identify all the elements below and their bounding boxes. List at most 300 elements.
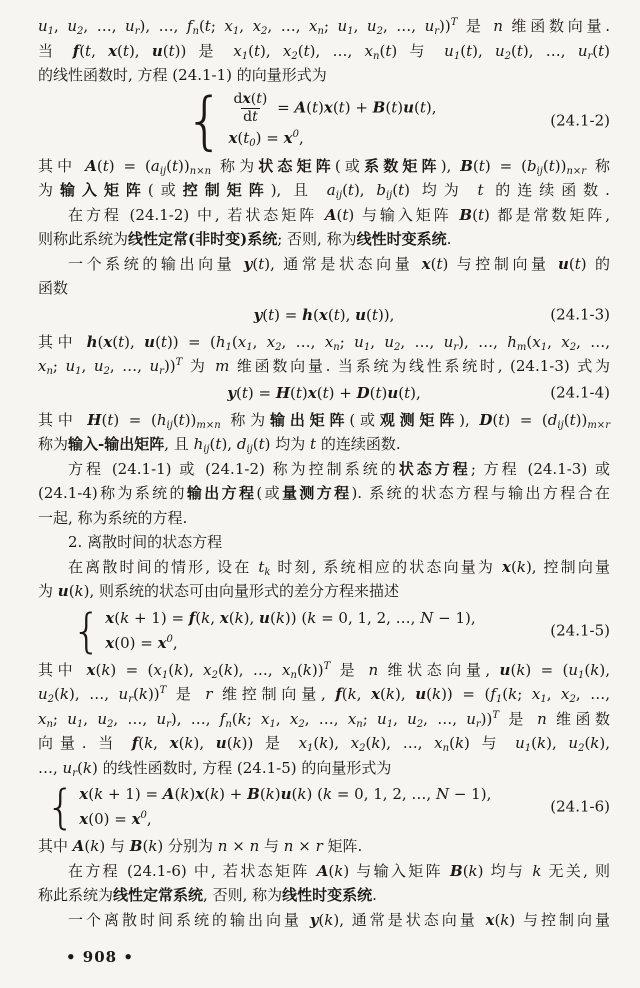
subscript: 1 xyxy=(307,743,314,754)
math-var: N xyxy=(435,785,450,803)
subscript: n xyxy=(442,743,450,754)
math-var: t xyxy=(385,41,392,60)
subscript: n xyxy=(46,366,53,377)
subscript: m xyxy=(516,341,527,353)
subscript: 1 xyxy=(495,694,503,705)
subscript: ij xyxy=(385,190,393,201)
math-var: t xyxy=(85,41,92,60)
subscript: ij xyxy=(166,419,173,431)
subscript: r xyxy=(453,341,459,353)
math-vector: u xyxy=(280,785,292,803)
equation-lines xyxy=(228,91,436,151)
text-line: …, $u_r(k)$ 的线性函数时, 方程 (24.1-5) 的向量形式为 xyxy=(38,758,392,779)
math-var: t xyxy=(160,332,167,351)
subscript: 2 xyxy=(103,366,110,377)
subscript: r xyxy=(72,767,77,779)
math-vector: D xyxy=(479,410,493,429)
math-var: k xyxy=(59,685,69,703)
math-vector: B xyxy=(129,837,143,855)
math-vector: u xyxy=(151,41,163,60)
math-var: u xyxy=(577,41,588,60)
text-line: 其中 h(x(t), $u(t)) = (h_1(x_1$, $x_2$, …, $x_n$; $u_1$, $u_2$, …, $u_r$), …, $h_m(x_1$, $x_2$, …, xyxy=(38,332,610,353)
math-var: u xyxy=(424,17,435,35)
subscript: 1 xyxy=(161,669,169,681)
math-vector: u xyxy=(403,98,415,116)
math-vector: x xyxy=(323,98,333,116)
math-var: t xyxy=(342,205,349,224)
math-var: u xyxy=(443,332,454,351)
math-var: x xyxy=(324,332,334,351)
bold-term: 输入矩阵 xyxy=(59,181,148,199)
math-var: x xyxy=(153,660,162,679)
math-vector: x xyxy=(157,633,167,652)
math-var: t xyxy=(548,156,555,175)
math-var: k xyxy=(101,660,111,679)
subscript: ij xyxy=(536,165,543,177)
heading-discrete-time: 2. 离散时间的状态方程 xyxy=(68,533,223,551)
bold-term: 输出方程 xyxy=(186,484,257,502)
math-var: n xyxy=(217,837,228,855)
math-var: h xyxy=(156,410,167,429)
math-var: t xyxy=(204,17,211,35)
subscript: r xyxy=(475,718,481,730)
math-var: t xyxy=(498,410,505,429)
math-var: k xyxy=(500,910,510,929)
math-var: k xyxy=(334,861,344,880)
equation-24-1-2 xyxy=(185,83,610,157)
math-var: h xyxy=(507,332,517,351)
math-vector: x xyxy=(79,810,89,828)
math-var: n xyxy=(283,837,294,855)
subscript: n xyxy=(356,718,363,730)
text-line: 的线性函数时, 方程 (24.1-1) 的向量形式为 xyxy=(38,66,327,84)
math-var: k xyxy=(324,910,334,929)
math-var: k xyxy=(431,685,442,703)
math-vector: x xyxy=(105,633,115,652)
math-vector: x xyxy=(318,305,328,324)
subscript: 1 xyxy=(347,26,354,37)
subscript: 1 xyxy=(241,50,249,62)
math-vector: x xyxy=(242,90,251,107)
math-vector: u xyxy=(499,660,511,679)
math-var: x xyxy=(309,17,318,35)
math-var: t xyxy=(178,410,185,429)
subscript: 1 xyxy=(75,366,82,377)
math-var: t xyxy=(311,98,318,116)
subscript: 1 xyxy=(269,718,276,730)
equation-body: y(t) = H(t)x(t) + D(t)u(t), xyxy=(227,383,421,402)
math-var: m xyxy=(215,357,230,375)
math-var: n xyxy=(249,837,260,855)
math-vector: A xyxy=(324,205,337,224)
math-var: f xyxy=(219,709,226,728)
math-vector: u xyxy=(259,608,270,627)
math-var: k xyxy=(174,660,184,679)
math-vector: x xyxy=(307,383,317,402)
subscript: 2 xyxy=(47,694,55,705)
math-var: x xyxy=(282,41,292,60)
math-vector: u xyxy=(557,254,569,273)
math-var: t xyxy=(215,435,222,453)
subscript: r xyxy=(128,694,133,705)
text-line: 其中 $H(t) = (h_{ij}(t))_{m\times n}$ 称为输出矩阵(或观测矩阵), $D(t) = (d_{ij}(t))_{m\times r}$ xyxy=(38,410,610,431)
fraction-numerator: dx(t) xyxy=(233,90,268,107)
math-var: t xyxy=(258,254,265,273)
math-vector: u xyxy=(215,734,227,752)
text-line: $x_n$; $u_1$, $u_2$, …, $u_r))^T$ 为 m 维函数向量. 当系统为线性系统时, (24.1-3) 式为 xyxy=(38,357,610,377)
math-vector: u xyxy=(415,685,427,703)
math-var: u xyxy=(366,17,377,35)
document-content xyxy=(38,14,610,932)
math-vector: f xyxy=(188,608,196,627)
subscript: ij xyxy=(159,165,167,177)
math-vector: x xyxy=(105,608,115,627)
math-vector: x xyxy=(219,608,229,627)
math-var: k xyxy=(590,660,600,679)
math-var: x xyxy=(38,357,47,375)
math-var: k xyxy=(234,608,244,627)
bold-term: 状态矩阵 xyxy=(258,156,335,175)
math-var: t xyxy=(168,41,175,60)
math-var: x xyxy=(298,734,308,752)
math-var: u xyxy=(118,685,129,703)
math-var: u xyxy=(67,709,77,728)
subscript: 2 xyxy=(77,26,84,37)
math-vector: A xyxy=(316,861,329,880)
text-line: 在方程 (24.1-2) 中, 若状态矩阵 A(t) 与输入矩阵 B(t) 都是常数矩阵, xyxy=(68,205,610,224)
math-var: t xyxy=(303,41,310,60)
math-var: t xyxy=(241,383,248,402)
math-var: k xyxy=(508,685,518,703)
math-var: t xyxy=(398,181,405,199)
text-line: 方程 (24.1-1) 或 (24.1-2) 称为控制系统的状态方程; 方程 (24.1-3) 或 xyxy=(68,459,610,478)
equation-number: (24.1-4) xyxy=(550,383,610,402)
math-var: a xyxy=(326,181,336,199)
math-var: u xyxy=(65,357,76,375)
math-var: n xyxy=(493,17,503,35)
math-vector: x xyxy=(131,810,141,828)
math-var: t xyxy=(322,383,329,402)
superscript: T xyxy=(450,17,458,28)
math-var: k xyxy=(184,734,194,752)
math-var: k xyxy=(347,685,357,703)
math-var: u xyxy=(337,17,348,35)
superscript: 0 xyxy=(166,633,173,645)
math-var: k xyxy=(385,685,395,703)
math-var: h xyxy=(193,435,204,453)
math-var: u xyxy=(444,41,454,60)
math-var: t xyxy=(338,98,345,116)
text-line: 向量. 当 f(k, x(k), u(k)) 是 $x_1(k)$, $x_2(k)$, …, $x_n(k)$ 与 $u_1(k)$, $u_2(k)$, xyxy=(38,734,611,754)
math-vector: A xyxy=(85,156,97,175)
math-vector: x xyxy=(228,128,238,147)
math-var: x xyxy=(561,685,570,703)
left-brace: { xyxy=(185,83,225,157)
math-vector: B xyxy=(460,156,473,175)
text-line: 一起, 称为系统的方程. xyxy=(38,508,188,527)
math-var: x xyxy=(237,332,247,351)
subscript: 2 xyxy=(416,718,424,730)
text-line: 为输入矩阵(或控制矩阵), 且 $a_{ij}(t)$, $b_{ij}(t)$ 均为 t 的连续函数. xyxy=(38,181,610,201)
math-var: f xyxy=(186,17,193,35)
subscript: n xyxy=(373,50,380,62)
text-line: 则称此系统为线性定常(非时变)系统; 否则, 称为线性时变系统. xyxy=(38,230,452,248)
subscript: ij xyxy=(335,190,343,201)
bold-term: 输出矩阵 xyxy=(270,410,350,429)
bold-term: 控制矩阵 xyxy=(182,181,271,199)
math-vector: f xyxy=(131,734,139,752)
math-var: t xyxy=(574,254,581,273)
math-var: t xyxy=(347,181,354,199)
math-vector: f xyxy=(335,685,342,703)
math-vector: A xyxy=(72,837,85,855)
text-line: 称此系统为线性定常系统, 否则, 称为线性时变系统. xyxy=(38,886,377,904)
superscript: T xyxy=(492,709,500,721)
equation-number: (24.1-6) xyxy=(550,797,610,816)
math-var: x xyxy=(531,685,541,703)
text-line: 其中 $x(k) = (x_1(k)$, $x_2(k)$, …, $x_n(k))^T$ 是 n 维状态向量, $u(k) = (u_1(k)$, xyxy=(38,660,610,681)
subscript: 2 xyxy=(211,669,218,681)
text-line: 其中 A(k) 与 B(k) 分别为 n × n 与 n × r 矩阵. xyxy=(38,837,363,855)
math-var: f xyxy=(490,685,496,703)
math-vector: y xyxy=(243,254,253,273)
subscript: 1 xyxy=(524,743,532,754)
math-var: t xyxy=(333,305,340,324)
equation-number: (24.1-5) xyxy=(550,621,610,639)
math-var: k xyxy=(144,734,154,752)
fraction xyxy=(231,91,269,126)
math-var: t xyxy=(256,90,262,107)
math-var: k xyxy=(210,785,220,803)
math-var: x xyxy=(561,332,570,351)
subscript: n×n xyxy=(189,165,212,177)
math-var: t xyxy=(466,41,473,60)
math-var: h xyxy=(215,332,226,351)
math-vector: B xyxy=(450,861,463,880)
text-line: 其中 $A(t) = (a_{ij}(t))_{n\times n}$ 称为状态矩阵(或系数矩阵), $B(t) = (b_{ij}(t))_{n\times r}$ 称 xyxy=(38,156,610,177)
math-var: k xyxy=(454,734,465,752)
math-var: k xyxy=(537,734,547,752)
math-var: t xyxy=(569,410,576,429)
math-var: u xyxy=(38,685,48,703)
subscript: k xyxy=(264,566,271,578)
equation-lines xyxy=(79,782,491,832)
math-var: k xyxy=(275,608,285,627)
subscript: 1 xyxy=(578,669,585,681)
equation-line: $x(0) = x^0$, xyxy=(79,810,152,828)
subscript: 2 xyxy=(359,743,366,754)
math-var: u xyxy=(93,357,104,375)
text-line: $u_2(k)$, …, $u_r(k))^T$ 是 r 维控制向量, f(k, x(k), $u(k)) = (f_1(k$; $x_1$, $x_2$, …, xyxy=(38,685,610,705)
math-var: x xyxy=(434,734,443,752)
math-var: k xyxy=(94,785,104,803)
text-line: 在离散时间的情形, 设在 $t_k$ 时刻, 系统相应的状态向量为 x(k), 控制向量 xyxy=(68,557,610,578)
math-var: n xyxy=(537,709,547,728)
equation-24-1-3 xyxy=(38,302,610,329)
math-var: u xyxy=(125,17,135,35)
math-var: k xyxy=(223,660,233,679)
math-var: k xyxy=(201,608,211,627)
math-var: u xyxy=(568,734,579,752)
math-var: k xyxy=(232,734,242,752)
math-var: x xyxy=(252,17,262,35)
superscript: T xyxy=(323,660,331,672)
math-var: k xyxy=(82,758,92,777)
math-var: k xyxy=(148,837,158,855)
subscript: n xyxy=(46,718,53,730)
subscript: 2 xyxy=(394,341,401,353)
subscript: 1 xyxy=(76,718,84,730)
math-var: t xyxy=(102,156,109,175)
math-var: n xyxy=(368,660,379,679)
subscript: 2 xyxy=(569,694,576,705)
math-vector: u xyxy=(387,383,399,402)
math-var: r xyxy=(205,685,213,703)
subscript: n xyxy=(225,718,232,730)
math-vector: A xyxy=(162,785,175,803)
equation-line: x(k + 1) = A(k)x(k) + B(k)u(k) (k = 0, 1, 2, …, N − 1), xyxy=(79,785,492,803)
math-var: k xyxy=(297,785,307,803)
math-var: k xyxy=(516,557,526,576)
subscript: 1 xyxy=(453,50,461,62)
bold-term: 状态方程 xyxy=(398,459,471,478)
math-var: x xyxy=(266,332,276,351)
math-var: u xyxy=(568,660,579,679)
math-vector: u xyxy=(57,582,69,600)
subscript: n xyxy=(192,26,199,37)
math-vector: x xyxy=(421,254,431,273)
math-vector: h xyxy=(302,305,314,324)
math-vector: D xyxy=(356,383,370,402)
math-var: t xyxy=(419,98,426,116)
subscript: n xyxy=(290,669,297,681)
subscript: ij xyxy=(203,444,210,455)
math-var: d xyxy=(236,435,247,453)
equation-body: y(t) = h(x(t), u(t)), xyxy=(253,305,395,324)
math-var: x xyxy=(532,332,541,351)
equation-lines xyxy=(105,606,475,656)
math-var: t xyxy=(478,156,485,175)
subscript: 1 xyxy=(540,341,548,353)
math-vector: x xyxy=(79,785,89,803)
math-var: t xyxy=(436,254,443,273)
subscript: r xyxy=(166,718,171,730)
equation-number: (24.1-2) xyxy=(550,111,610,129)
math-vector: y xyxy=(309,910,319,929)
subscript: 2 xyxy=(569,341,577,353)
math-var: t xyxy=(254,41,261,60)
math-vector: h xyxy=(86,332,98,351)
subscript: ij xyxy=(246,444,253,455)
math-var: u xyxy=(149,357,160,375)
subscript: 2 xyxy=(298,718,305,730)
fraction-denominator: dt xyxy=(243,108,258,125)
subscript: 2 xyxy=(376,26,383,37)
math-var: u xyxy=(515,734,525,752)
math-var: k xyxy=(90,837,100,855)
page-number: • 908 • xyxy=(66,948,134,966)
math-var: t xyxy=(375,383,382,402)
subscript: 2 xyxy=(106,718,114,730)
bold-term: 观测矩阵 xyxy=(379,410,460,429)
text-line: 函数 xyxy=(38,279,69,297)
left-brace: { xyxy=(46,780,76,834)
math-var: t xyxy=(371,305,378,324)
math-var: u xyxy=(38,17,48,35)
subscript: r xyxy=(134,26,140,37)
math-vector: x xyxy=(485,910,495,929)
math-var: k xyxy=(302,660,312,679)
text-line: 称为输入-输出矩阵, 且 $h_{ij}(t)$, $d_{ij}(t)$ 均为 t 的连续函数. xyxy=(38,435,401,455)
math-var: u xyxy=(354,332,364,351)
math-var: x xyxy=(282,660,291,679)
math-vector: H xyxy=(275,383,290,402)
superscript: T xyxy=(159,685,167,696)
math-var: t xyxy=(295,383,302,402)
math-var: t xyxy=(118,332,125,351)
math-var: x xyxy=(350,734,360,752)
math-vector: x xyxy=(283,128,293,147)
math-var: x xyxy=(364,41,373,60)
text-line: 为 u(k), 则系统的状态可由向量形式的差分方程来描述 xyxy=(38,582,400,600)
math-vector: u xyxy=(144,332,156,351)
math-vector: H xyxy=(87,410,102,429)
math-var: t xyxy=(172,156,179,175)
math-var: u xyxy=(384,332,395,351)
text-line: (24.1-4)称为系统的输出方程(或量测方程). 系统的状态方程与输出方程合在 xyxy=(38,484,610,502)
math-var: t xyxy=(516,41,523,60)
math-vector: x xyxy=(103,332,113,351)
math-var: u xyxy=(407,709,417,728)
equation-24-1-6 xyxy=(46,782,610,832)
subscript: 2 xyxy=(578,743,585,754)
math-var: u xyxy=(494,41,505,60)
math-vector: B xyxy=(459,205,473,224)
left-brace: { xyxy=(72,603,102,658)
math-var: x xyxy=(233,41,242,60)
math-var: k xyxy=(120,608,130,627)
equation-number: (24.1-3) xyxy=(550,305,610,324)
math-vector: x xyxy=(502,557,511,576)
bold-term: 线性定常系统 xyxy=(113,886,204,904)
math-var: r xyxy=(315,837,323,855)
math-var: t xyxy=(252,108,258,125)
math-var: t xyxy=(258,435,265,453)
math-var: u xyxy=(97,709,107,728)
math-var: u xyxy=(67,17,78,35)
subscript: r xyxy=(159,366,164,377)
math-var: t xyxy=(477,181,484,199)
text-line: 一个离散时间系统的输出向量 y(k), 通常是状态向量 x(k) 与控制向量 xyxy=(68,910,610,929)
math-var: u xyxy=(466,709,476,728)
math-var: t xyxy=(268,305,275,324)
math-vector: y xyxy=(227,383,236,402)
math-var: k xyxy=(590,734,600,752)
subscript: 1 xyxy=(540,694,547,705)
math-var: a xyxy=(150,156,160,175)
subscript: 2 xyxy=(261,26,268,37)
superscript: 0 xyxy=(140,810,147,821)
bold-term: 系数矩阵 xyxy=(364,156,441,175)
text-line: 当 f(t, x(t), u(t)) 是 $x_1(t)$, $x_2(t)$, …, $x_n(t)$ 与 $u_1(t)$, $u_2(t)$, …, $u_r(t)$ xyxy=(38,41,611,62)
subscript: 0 xyxy=(249,137,256,149)
math-var: k xyxy=(371,734,381,752)
subscript: 1 xyxy=(363,341,371,353)
math-vector: A xyxy=(294,98,307,116)
math-var: k xyxy=(237,709,247,728)
math-var: u xyxy=(62,758,73,777)
subscript: 1 xyxy=(246,341,253,353)
